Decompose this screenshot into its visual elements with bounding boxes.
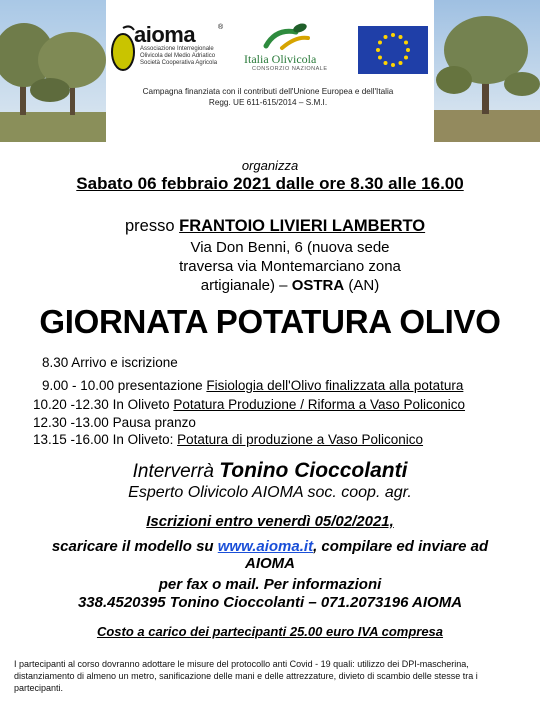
speaker-role: Esperto Olivicolo AIOMA soc. coop. agr.	[128, 484, 412, 501]
olive-tree-photo-left	[0, 0, 106, 142]
contact-info	[0, 576, 540, 612]
schedule-item: 13.15 -16.00 In Oliveto: Potatura di produzione a Vaso Policonico	[33, 432, 424, 447]
schedule-topic: Fisiologia dell'Olivo finalizzata alla potatura	[206, 378, 464, 393]
covid-note: I partecipanti al corso dovranno adottare le misure del protocollo anti Covid - 19 quali: utilizzo dei DPI-mascherina, distanziamento di almeno un metro, sanificazione delle mani e delle attrezzature, divieto di scambio delle stesse tra i partecipanti.	[14, 659, 478, 693]
website-link[interactable]: www.aioma.it	[217, 538, 314, 555]
contact-numbers: 338.4520395 Tonino Cioccolanti – 071.2073196 AIOMA	[77, 594, 463, 611]
aioma-logo	[110, 24, 230, 74]
aioma-wordmark: aioma	[134, 22, 196, 47]
registration-deadline: Iscrizioni entro venerdì 05/02/2021,	[146, 513, 394, 530]
organizza-label: organizza	[241, 158, 299, 173]
campaign-line-2: Regg. UE 611-615/2014 – S.M.I.	[208, 98, 328, 107]
address-line-3: artigianale) – OSTRA (AN)	[200, 277, 380, 294]
schedule-item: 12.30 -13.00 Pausa pranzo	[33, 415, 196, 430]
campaign-funding-text	[108, 86, 428, 108]
olive-tree-photo-right	[434, 0, 540, 142]
olive-drop-icon	[110, 24, 136, 72]
italia-olivicola-subtitle: CONSORZIO NAZIONALE	[252, 66, 328, 72]
venue-line	[125, 217, 425, 236]
venue-prefix: presso	[125, 217, 175, 235]
speaker-name: Tonino Cioccolanti	[219, 459, 408, 482]
aioma-registered-mark: ®	[218, 24, 224, 31]
cost-line: Costo a carico dei partecipanti 25.00 euro IVA compresa	[96, 624, 444, 639]
campaign-line-1: Campagna finanziata con il contributi dell'Unione Europea e dell'Italia	[142, 87, 394, 96]
venue-address	[140, 238, 440, 295]
italia-olivicola-mark-icon	[262, 22, 312, 52]
italia-olivicola-name: Italia Olivicola	[244, 52, 317, 66]
event-title: GIORNATA POTATURA OLIVO	[39, 303, 501, 340]
venue-province: (AN)	[348, 277, 380, 294]
address-line-1: Via Don Benni, 6 (nuova sede	[190, 239, 390, 256]
address-line-2: traversa via Montemarciano zona	[179, 258, 401, 275]
speaker-prefix: Interverrà	[132, 461, 214, 482]
fax-line: per fax o mail. Per informazioni	[158, 576, 382, 593]
schedule-item: 9.00 - 10.00 presentazione Fisiologia dell'Olivo finalizzata alla potatura	[42, 378, 464, 393]
speaker-line	[0, 459, 540, 483]
venue-city: OSTRA	[291, 277, 345, 294]
schedule-topic: Potatura di produzione a Vaso Policonico	[177, 432, 424, 447]
eu-flag-icon	[358, 26, 428, 74]
schedule-item: 8.30 Arrivo e iscrizione	[42, 355, 178, 370]
italia-olivicola-logo	[240, 22, 330, 74]
aioma-subtitle: Associazione Interregionale Olivicola del Medio Adriatico Società Cooperativa Agricola	[140, 46, 218, 66]
schedule-item: 10.20 -12.30 In Oliveto Potatura Produzione / Riforma a Vaso Policonico	[33, 397, 466, 412]
schedule-topic: Potatura Produzione / Riforma a Vaso Policonico	[173, 397, 466, 412]
registration-recipient: AIOMA	[245, 555, 295, 572]
venue-name: FRANTOIO LIVIERI LAMBERTO	[179, 217, 426, 235]
event-date: Sabato 06 febbraio 2021 dalle ore 8.30 alle 16.00	[76, 174, 464, 193]
registration-instructions: scaricare il modello su www.aioma.it, compilare ed inviare ad AIOMA	[51, 538, 489, 572]
